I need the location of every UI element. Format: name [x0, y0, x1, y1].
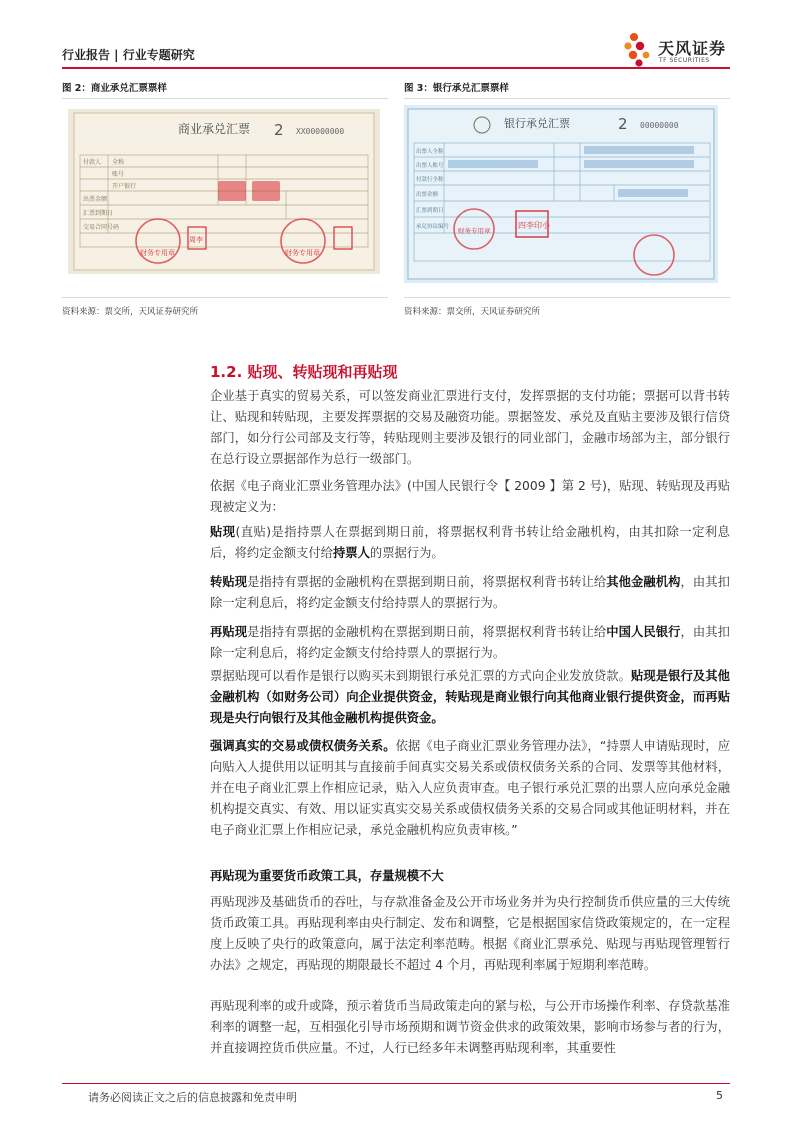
- figure-2-panel: [62, 98, 388, 298]
- bill1-label-account: 账号: [112, 171, 125, 178]
- figure-3-caption: 图 3：银行承兑汇票票样: [404, 83, 509, 94]
- term-transfer-discount: 转贴现: [210, 575, 248, 589]
- bill1-label-payer: 付款人: [83, 159, 102, 166]
- term-discount: 贴现: [210, 525, 236, 539]
- bill1-name-seal: 周李: [189, 236, 203, 244]
- bill1-label-bank: 开户银行: [112, 183, 137, 190]
- bill2-serial: 00000000: [640, 121, 679, 130]
- bill2-label-bank: 付款行全称: [416, 177, 444, 183]
- section-heading: 1.2. 贴现、转贴现和再贴现: [210, 363, 398, 381]
- paragraph-rediscount: [210, 622, 730, 664]
- header-divider: [62, 67, 730, 69]
- bill2-number: 2: [618, 115, 628, 133]
- logo-mark-icon: [622, 30, 658, 70]
- bill1-stamp-text: 财务专用章: [140, 249, 175, 257]
- paragraph-rediscount-transfer: [210, 572, 730, 614]
- term-holder: 持票人: [332, 546, 370, 560]
- paragraph-discount-nature: [210, 666, 730, 729]
- footer-divider: [62, 1083, 730, 1084]
- text-nature-a: 票据贴现可以看作是银行以购买未到期银行承兑汇票的方式向企业发放贷款。: [210, 669, 631, 683]
- bill1-number: 2: [274, 121, 284, 139]
- bill2-label-drawer: 出票人全称: [416, 149, 444, 155]
- term-other-institutions: 其他金融机构: [606, 575, 681, 589]
- paragraph-intro: 企业基于真实的贸易关系，可以签发商业汇票进行支付，发挥票据的支付功能；票据可以背书转让、贴现和转贴现，主要发挥票据的交易及融资功能。票据签发、承兑及直贴主要涉及银行信贷部门，如分行公司部及支行等，转贴现则主要涉及银行的同业部门，金融市场部为主，部分银行在总行设立票据部作为总行一级部门。: [210, 389, 730, 466]
- text-discount-b: 的票据行为。: [369, 546, 444, 560]
- company-logo: [622, 30, 742, 70]
- bill2-title: 银行承兑汇票: [504, 117, 570, 130]
- figure-3-source: 资料来源：票交所，天风证券研究所: [404, 307, 541, 317]
- commercial-bill-image: [68, 109, 380, 274]
- report-category: 行业报告 | 行业专题研究: [62, 48, 195, 62]
- bill2-label-due-date: 汇票到期日: [416, 208, 444, 214]
- text-nature-bold: 贴现是银行及其他金融机构（如财务公司）向企业提供资金，转贴现是商业银行向其他商业银行提供资金，而再贴现是央行向银行及其他金融机构提供资金。: [210, 669, 730, 725]
- text-real-trade-bold: 强调真实的交易或债权债务关系。: [210, 739, 396, 753]
- bill1-label-due-date: 汇票到期日: [83, 210, 114, 217]
- paragraph-real-trade: [210, 736, 730, 841]
- logo-en-text: TF SECURITIES: [659, 57, 710, 64]
- figure-2-caption: 图 2：商业承兑汇票票样: [62, 83, 167, 94]
- text-discount-a: (直贴)是指持票人在票据到期日前，将票据权利背书转让给金融机构，由其扣除一定利息后，将约定金额支付给: [210, 525, 730, 560]
- page-number: 5: [716, 1089, 723, 1102]
- bill2-label-account: 出票人账号: [416, 163, 444, 169]
- bill2-label-agreement: 承兑协议编号: [416, 224, 450, 230]
- bill1-label-amount: 出票金额: [83, 196, 108, 203]
- bank-bill-image: [404, 105, 718, 283]
- bill1-stamp-text-2: 财务专用章: [285, 249, 320, 257]
- footer-disclaimer: 请务必阅读正文之后的信息披露和免责申明: [88, 1091, 297, 1104]
- text-real-trade: 依据《电子商业汇票业务管理办法》，“持票人申请贴现时，应向贴入人提供用以证明其与直接前手间真实交易关系或债权债务关系的合同、发票等其他材料，并在电子商业汇票上作相应记录，贴入人应负责审查。电子银行承兑汇票的出票人应向承兑金融机构提交真实、有效、用以证实真实交易关系或债权债务关系的交易合同或其他证明材料，并在电子商业汇票上作相应记录，承兑金融机构应负责审核。”: [210, 739, 730, 837]
- bill1-serial: XX00000000: [296, 127, 345, 136]
- bill2-stamp-text: 财务专用章: [458, 227, 491, 235]
- text-transfer-b: ，由其扣除一定利息后，将约定金额支付给持票人的票据行为。: [210, 575, 730, 610]
- bill1-label-fullname: 全称: [112, 159, 125, 166]
- bill2-label-amount: 出票金额: [416, 192, 439, 198]
- figure-2-source: 资料来源：票交所，天风证券研究所: [62, 307, 199, 317]
- subheading-policy-tool: 再贴现为重要货币政策工具，存量规模不大: [210, 869, 444, 883]
- bill1-label-contract: 交易合同号码: [83, 224, 120, 231]
- logo-cn-text: 天风证券: [658, 39, 727, 58]
- bill2-name-seal: 四李印小: [518, 221, 550, 230]
- text-rediscount-a: 是指持有票据的金融机构在票据到期日前，将票据权利背书转让给: [247, 625, 607, 639]
- paragraph-policy-tool: 再贴现涉及基础货币的吞吐，与存款准备金及公开市场业务并为央行控制货币供应量的三大传统货币政策工具。再贴现利率由央行制定、发布和调整，它是根据国家信贷政策规定的，在一定程度上反映了央行的政策意向，属于法定利率范畴。根据《商业汇票承兑、贴现与再贴现管理暂行办法》之规定，再贴现的期限最长不超过 4 个月，再贴现利率属于短期利率范畴。: [210, 895, 730, 972]
- text-transfer-a: 是指持有票据的金融机构在票据到期日前，将票据权利背书转让给: [247, 575, 607, 589]
- paragraph-definition: 依据《电子商业汇票业务管理办法》(中国人民银行令【 2009 】第 2 号)，贴现、转贴现及再贴现被定义为：: [210, 479, 730, 514]
- bill1-title: 商业承兑汇票: [178, 122, 251, 136]
- text-rediscount-b: ，由其扣除一定利息后，将约定金额支付给持票人的票据行为。: [210, 625, 730, 660]
- term-rediscount: 再贴现: [210, 625, 248, 639]
- paragraph-discount: [210, 522, 730, 564]
- paragraph-rate-change: 再贴现利率的或升或降，预示着货币当局政策走向的紧与松，与公开市场操作利率、存贷款基准利率的调整一起，互相强化引导市场预期和调节资金供求的政策效果，影响市场参与者的行为，并直接调控货币供应量。不过，人行已经多年未调整再贴现利率，其重要性: [210, 999, 730, 1055]
- term-pboc: 中国人民银行: [606, 625, 681, 639]
- figure-3-panel: [404, 98, 730, 298]
